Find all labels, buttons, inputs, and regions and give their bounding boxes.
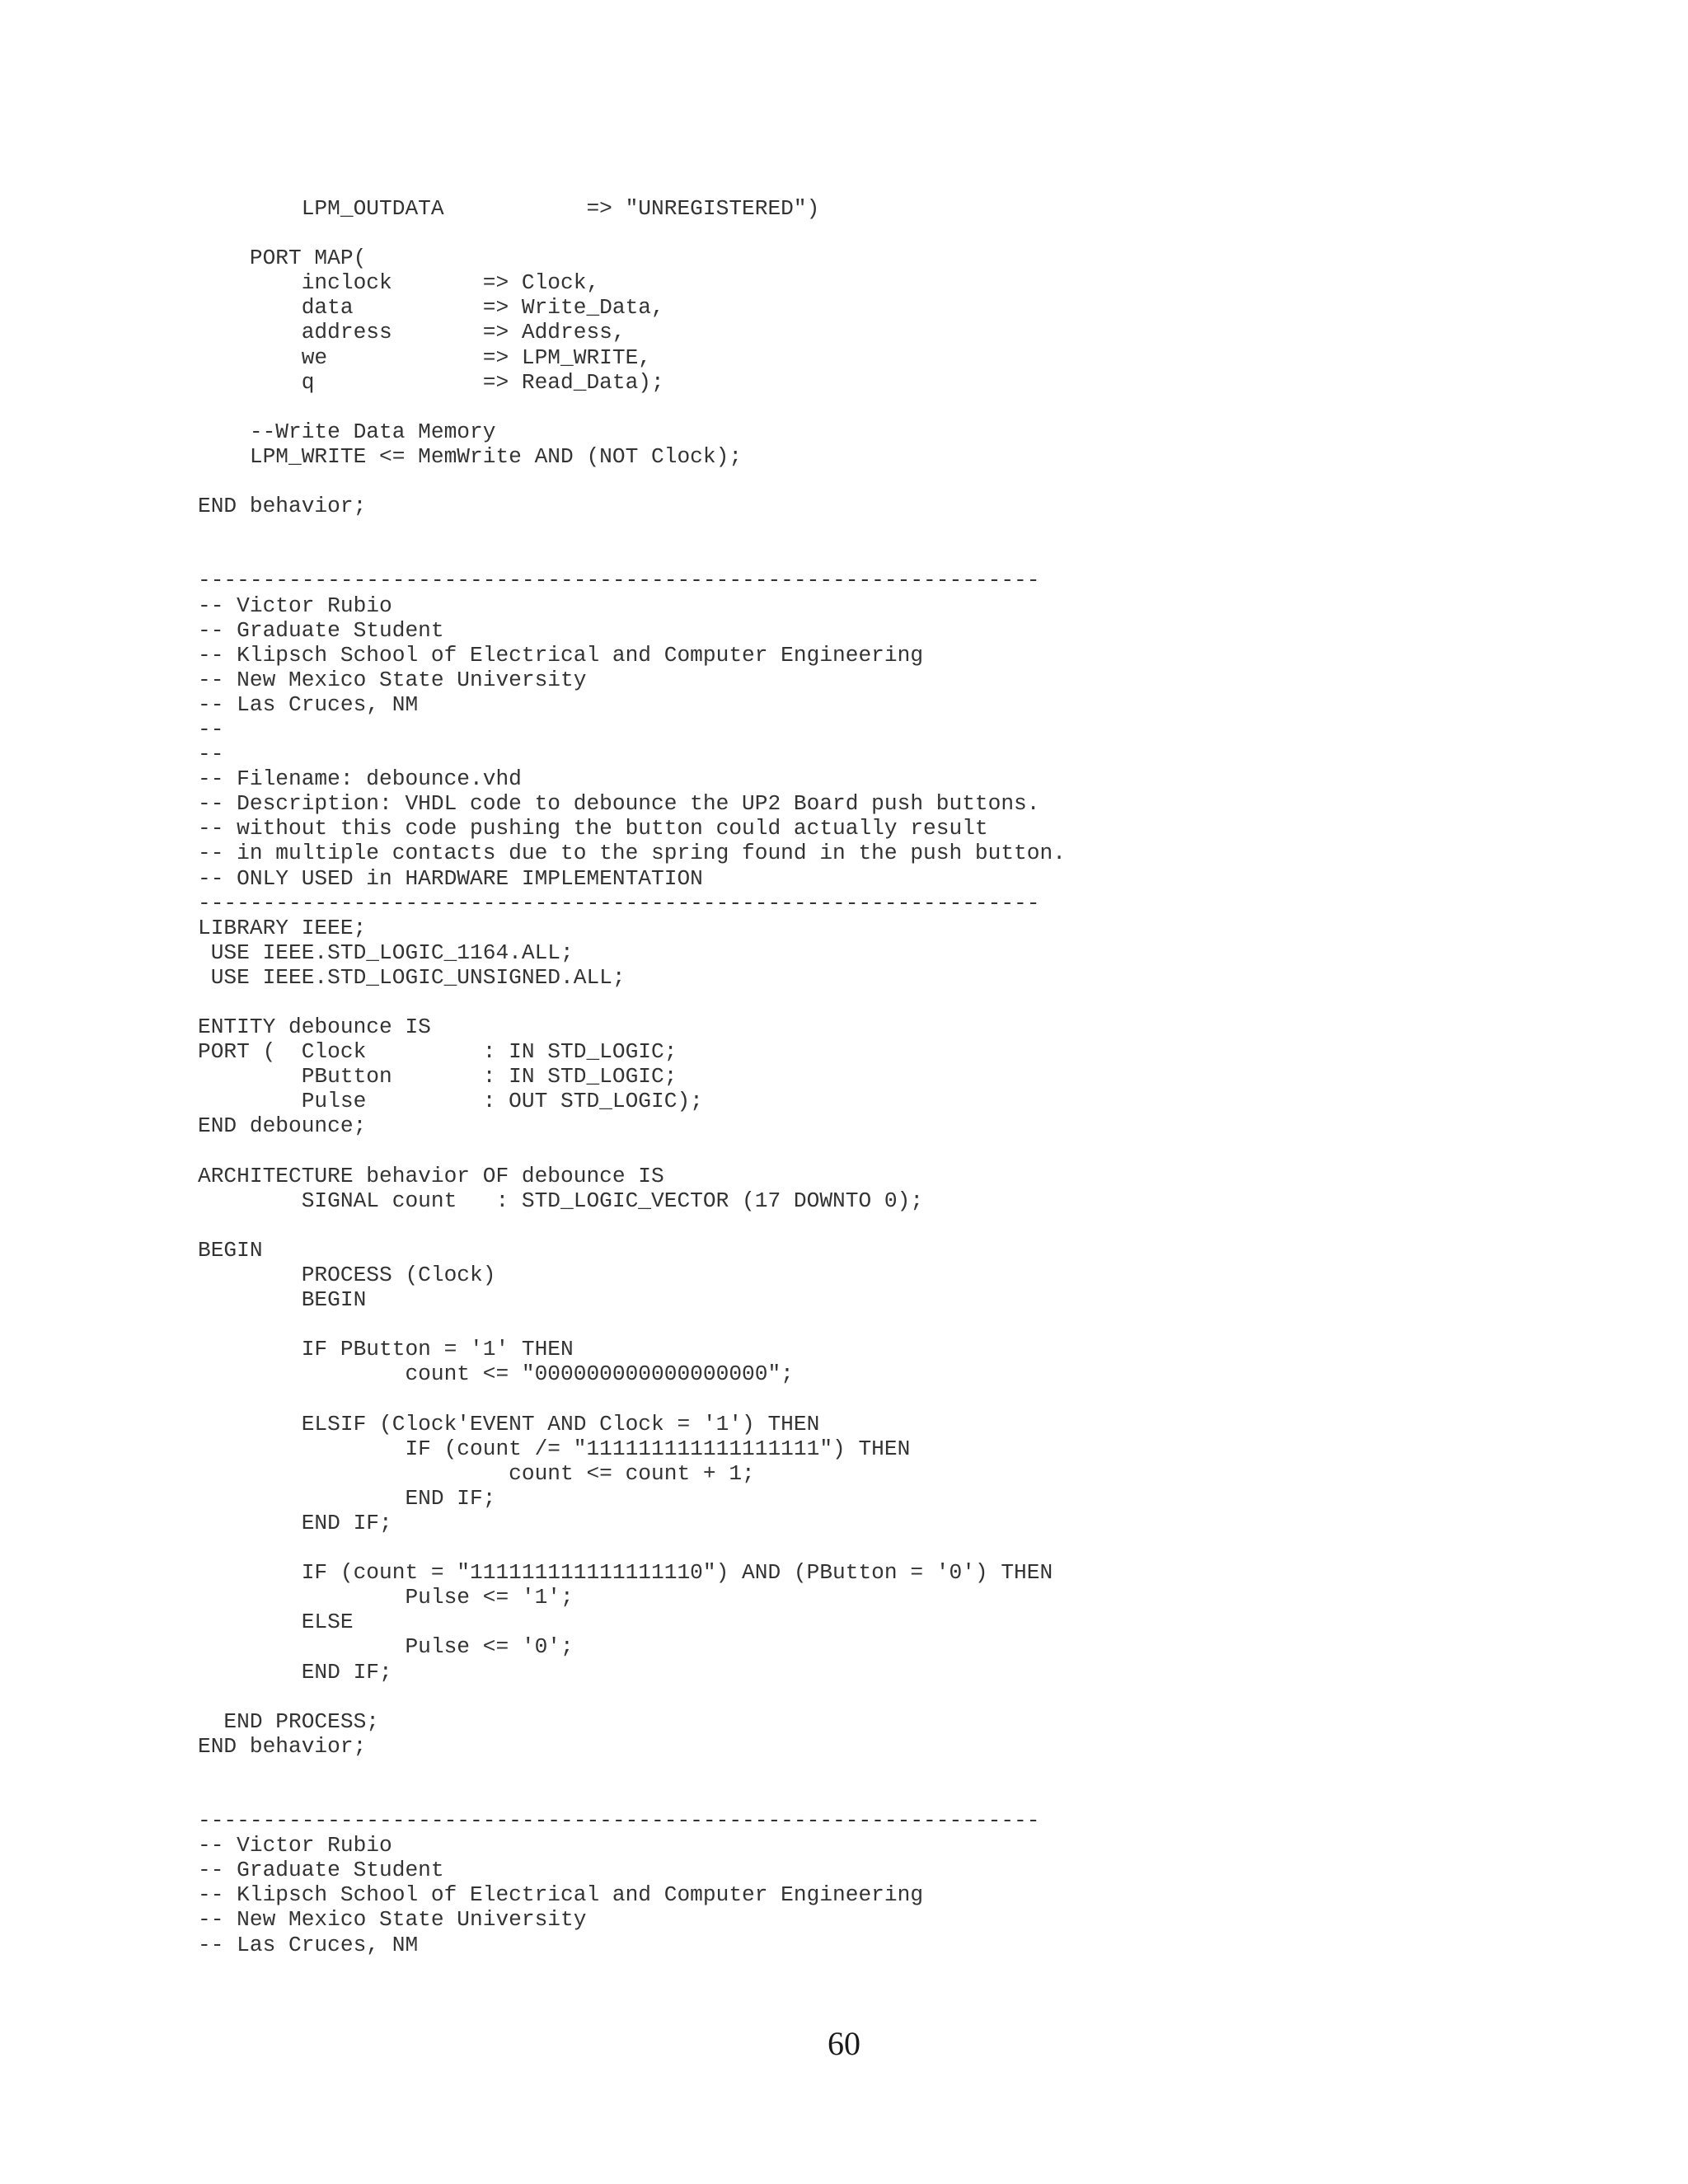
code-line: PROCESS (Clock) [198,1263,496,1288]
code-line: -- Las Cruces, NM [198,1932,419,1957]
code-line: inclock => Clock, [198,270,600,296]
code-line: END IF; [198,1510,392,1535]
code-line [198,1535,1066,1560]
code-line: LIBRARY IEEE; [198,915,367,940]
code-line: PButton : IN STD_LOGIC; [198,1064,678,1090]
code-line [198,1387,1066,1412]
code-line: PORT MAP( [198,246,367,271]
code-line [198,1759,1066,1783]
code-line: END IF; [198,1485,496,1511]
code-line [198,990,1066,1015]
code-line [198,543,1066,568]
vhdl-code-listing [198,196,1066,1957]
code-line: ELSIF (Clock'EVENT AND Clock = '1') THEN [198,1411,820,1436]
code-line: ----------------------------------------------------------------- [198,568,1040,593]
code-line: PORT ( Clock : IN STD_LOGIC; [198,1039,678,1065]
code-line: -- New Mexico State University [198,667,587,692]
code-line: --Write Data Memory [198,419,496,444]
code-line: -- without this code pushing the button could actually result [198,816,988,841]
code-line: -- New Mexico State University [198,1907,587,1933]
code-line: Pulse : OUT STD_LOGIC); [198,1089,703,1114]
code-line: address => Address, [198,320,626,345]
code-line: LPM_OUTDATA => "UNREGISTERED") [198,196,820,221]
code-line: LPM_WRITE <= MemWrite AND (NOT Clock); [198,443,743,469]
code-line: data => Write_Data, [198,295,664,321]
code-line [198,469,1066,494]
page-number: 60 [828,2025,860,2062]
code-line: -- ONLY USED in HARDWARE IMPLEMENTATION [198,865,703,891]
code-line: we => LPM_WRITE, [198,344,652,370]
code-line [198,395,1066,419]
code-line: ----------------------------------------------------------------- [198,1808,1040,1834]
code-line: -- Filename: debounce.vhd [198,766,522,792]
code-line: -- Klipsch School of Electrical and Computer Engineering [198,1882,924,1908]
code-line: END PROCESS; [198,1708,380,1734]
code-line [198,1213,1066,1238]
code-line: -- Graduate Student [198,617,444,643]
code-line: -- Victor Rubio [198,1833,392,1858]
code-line [198,1139,1066,1164]
code-line: -- [198,742,224,767]
code-line: ARCHITECTURE behavior OF debounce IS [198,1163,664,1188]
code-line: BEGIN [198,1287,367,1313]
code-line [198,1783,1066,1808]
code-line: END behavior; [198,1733,367,1759]
code-line: Pulse <= '0'; [198,1634,574,1660]
code-line: ELSE [198,1610,354,1635]
code-line: count <= count + 1; [198,1460,755,1486]
code-line: IF PButton = '1' THEN [198,1337,574,1362]
code-line [198,221,1066,246]
code-line: USE IEEE.STD_LOGIC_UNSIGNED.ALL; [198,964,626,990]
code-line [198,518,1066,543]
code-line: -- Klipsch School of Electrical and Computer Engineering [198,642,924,668]
code-line: SIGNAL count : STD_LOGIC_VECTOR (17 DOWNTO 0); [198,1188,924,1213]
code-line: IF (count = "111111111111111110") AND (PButton = '0') THEN [198,1560,1053,1586]
code-line: -- [198,716,224,742]
code-line: -- Las Cruces, NM [198,691,419,717]
code-line: Pulse <= '1'; [198,1585,574,1610]
code-line: -- Victor Rubio [198,593,392,618]
code-line: ----------------------------------------------------------------- [198,890,1040,916]
code-line [198,1685,1066,1709]
code-line: q => Read_Data); [198,369,664,395]
code-line: END IF; [198,1659,392,1685]
code-line: -- in multiple contacts due to the spring found in the push button. [198,841,1066,866]
code-line: -- Description: VHDL code to debounce the UP2 Board push buttons. [198,791,1040,817]
code-line: IF (count /= "111111111111111111") THEN [198,1436,911,1461]
code-line: END debounce; [198,1113,367,1139]
code-line: END behavior; [198,494,367,519]
code-line: ENTITY debounce IS [198,1015,431,1040]
code-line: USE IEEE.STD_LOGIC_1164.ALL; [198,940,574,965]
code-line: -- Graduate Student [198,1858,444,1883]
code-line [198,1312,1066,1337]
code-line: BEGIN [198,1237,263,1263]
code-line: count <= "000000000000000000"; [198,1361,794,1387]
